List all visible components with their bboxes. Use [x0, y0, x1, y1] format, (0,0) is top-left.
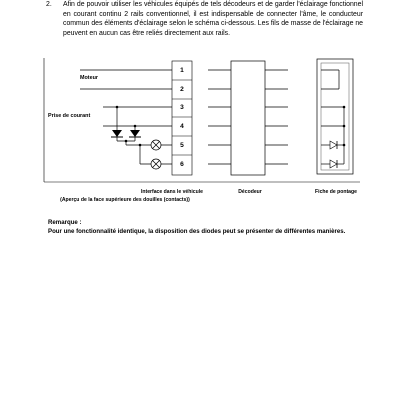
contact-number: 1	[180, 67, 184, 74]
paragraph-text: Afin de pouvoir utiliser les véhicules équipés de tels décodeurs et de garder l'éclairage fonctionnel en courant continu 2 rails conventionnel, il est indispensable de connecter l'âme, le conducteur commun des éléments d'éclairage selon le schéma ci-dessous. Les fils de masse de l'éclairage ne peuvent en aucun cas être reliés directement aux rails.	[63, 1, 363, 37]
decoder-box	[231, 61, 265, 175]
contact-number: 3	[180, 104, 184, 111]
contact-number: 5	[180, 142, 184, 149]
remark-title: Remarque :	[48, 219, 82, 226]
label-moteur: Moteur	[80, 75, 98, 81]
caption-decodeur: Décodeur	[238, 189, 262, 195]
remark-block	[48, 219, 360, 236]
contact-number: 2	[180, 86, 184, 93]
caption-interface-sub: (Aperçu de la face supérieure des douilles (contacts))	[60, 197, 190, 203]
lamp-icon	[151, 159, 161, 169]
caption-interface: Interface dans le véhicule	[140, 189, 204, 195]
diode-icon	[130, 130, 140, 137]
contact-block	[172, 61, 192, 175]
contact-number: 6	[180, 161, 184, 168]
diode-icon	[112, 130, 122, 137]
label-prise-de-courant: Prise de courant	[48, 113, 91, 119]
caption-fiche-de-pontage: Fiche de pontage	[315, 189, 357, 195]
remark-text: Pour une fonctionnalité identique, la disposition des diodes peut se présenter de différentes manières.	[48, 227, 346, 235]
lamp-icon	[151, 140, 161, 150]
paragraph-number: 2.	[46, 1, 52, 8]
contact-number: 4	[180, 123, 184, 130]
